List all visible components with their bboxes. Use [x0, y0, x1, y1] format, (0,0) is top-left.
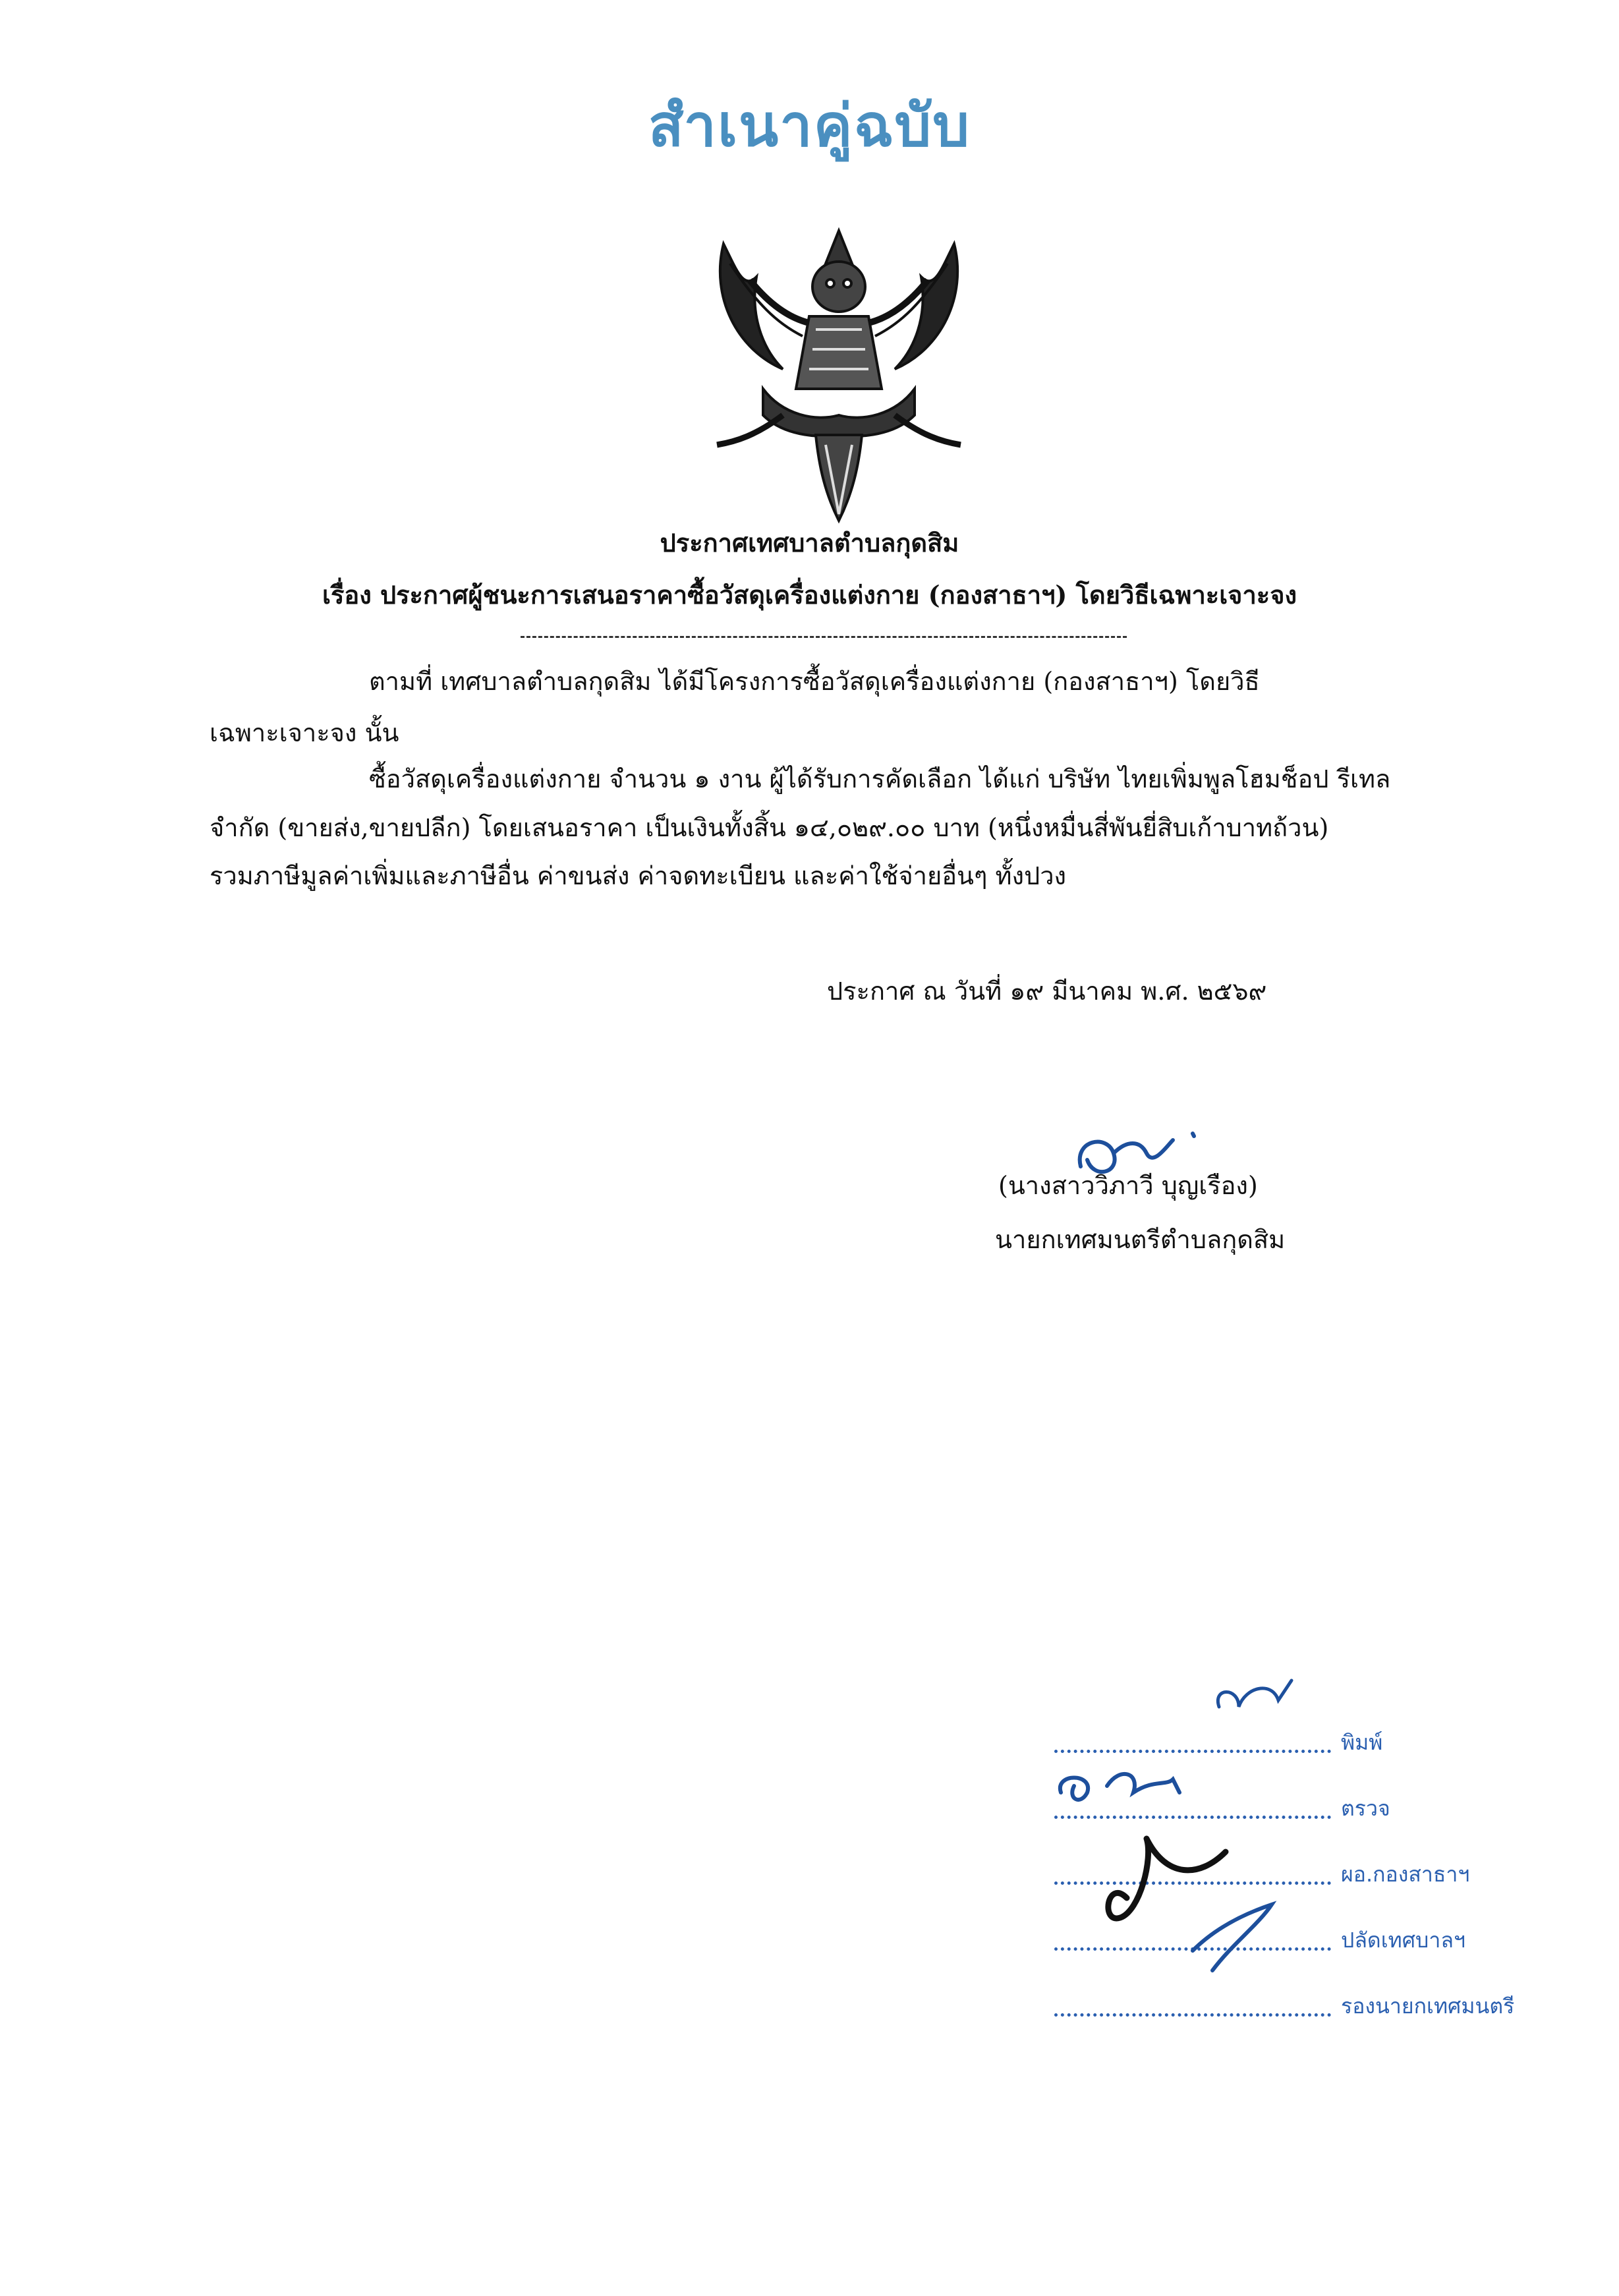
dashed-divider: [521, 636, 1127, 638]
copy-stamp: สำเนาคู่ฉบับ: [648, 92, 971, 159]
routing-label-checked: ตรวจ: [1341, 1796, 1390, 1821]
body-paragraph-2-line-3: รวมภาษีมูลค่าเพิ่มและภาษีอื่น ค่าขนส่ง ค่าจดทะเบียน และค่าใช้จ่ายอื่นๆ ทั้งปวง: [210, 861, 1067, 890]
signer-name: (นางสาววิภาวี บุญเรือง): [998, 1171, 1258, 1200]
announcement-subject: เรื่อง ประกาศผู้ชนะการเสนอราคาซื้อวัสดุเครื่องแต่งกาย (กองสาธาฯ) โดยวิธีเฉพาะเจาะจง: [322, 580, 1297, 610]
announcement-date: ประกาศ ณ วันที่ ๑๙ มีนาคม พ.ศ. ๒๕๖๙: [827, 977, 1267, 1006]
routing-initials-scribbles: [1048, 1661, 1562, 2030]
routing-label-director: ผอ.กองสาธาฯ: [1341, 1862, 1470, 1887]
routing-label-clerk: ปลัดเทศบาลฯ: [1341, 1928, 1465, 1953]
body-paragraph-2-line-1: ซื้อวัสดุเครื่องแต่งกาย จำนวน ๑ งาน ผู้ได้รับการคัดเลือก ได้แก่ บริษัท ไทยเพิ่มพูลโฮมช็อป รีเทล: [369, 764, 1391, 793]
body-paragraph-2-line-2: จำกัด (ขายส่ง,ขายปลีก) โดยเสนอราคา เป็นเงินทั้งสิ้น ๑๔,๐๒๙.๐๐ บาท (หนึ่งหมื่นสี่พันยี่สิบเก้าบาทถ้วน): [210, 813, 1329, 842]
garuda-emblem-icon: [684, 217, 994, 527]
routing-label-typed: พิมพ์: [1341, 1730, 1383, 1755]
body-paragraph-1-line-1: ตามที่ เทศบาลตำบลกุดสิม ได้มีโครงการซื้อวัสดุเครื่องแต่งกาย (กองสาธาฯ) โดยวิธี: [369, 667, 1260, 696]
signer-position: นายกเทศมนตรีตำบลกุดสิม: [995, 1225, 1286, 1254]
routing-initials-block: [1048, 1661, 1562, 2030]
routing-label-deputy: รองนายกเทศมนตรี: [1341, 1994, 1515, 2019]
announcement-title: ประกาศเทศบาลตำบลกุดสิม: [660, 528, 959, 558]
body-paragraph-1-line-2: เฉพาะเจาะจง นั้น: [210, 718, 399, 747]
